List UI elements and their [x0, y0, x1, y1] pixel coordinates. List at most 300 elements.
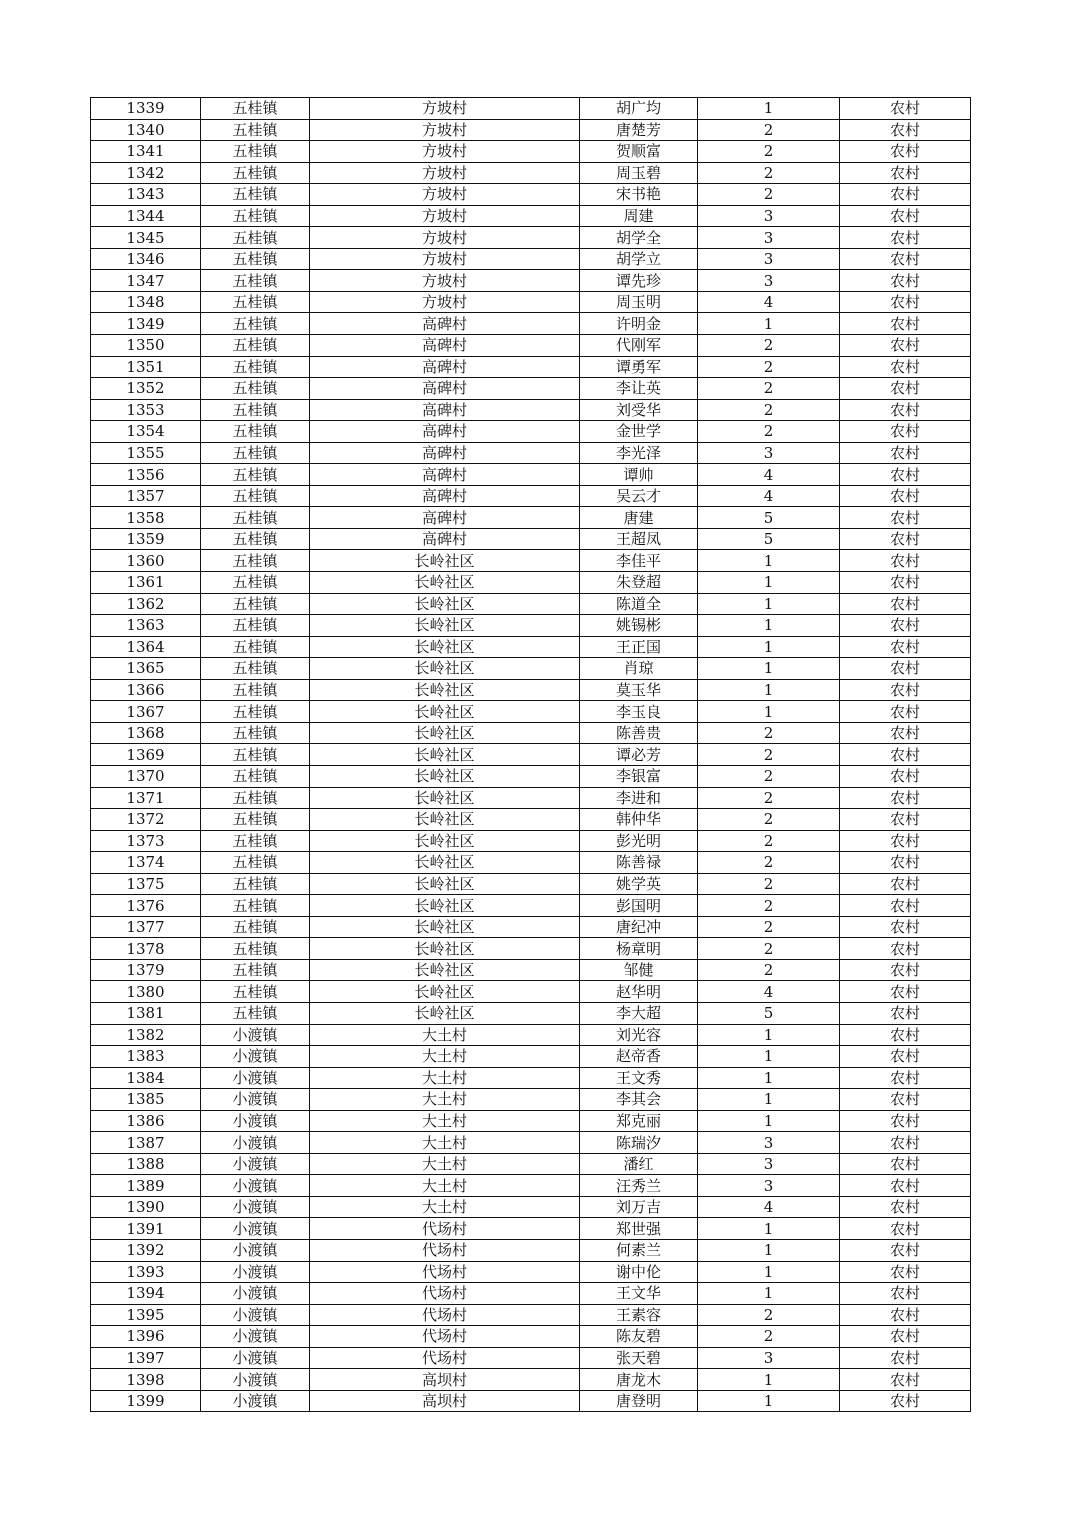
serial-number-cell: 1355 [91, 442, 201, 464]
village-cell: 大土村 [310, 1132, 580, 1154]
village-cell: 高碑村 [310, 442, 580, 464]
household-size-cell: 1 [698, 1218, 840, 1240]
table-row [91, 1347, 971, 1369]
serial-number-cell: 1394 [91, 1283, 201, 1305]
village-cell: 高碑村 [310, 485, 580, 507]
area-type-cell: 农村 [840, 658, 971, 680]
name-cell: 李其会 [580, 1089, 698, 1111]
household-size-cell: 1 [698, 98, 840, 120]
area-type-cell: 农村 [840, 528, 971, 550]
name-cell: 刘万吉 [580, 1196, 698, 1218]
village-cell: 长岭社区 [310, 787, 580, 809]
household-size-cell: 1 [698, 572, 840, 594]
area-type-cell: 农村 [840, 615, 971, 637]
village-cell: 大土村 [310, 1175, 580, 1197]
name-cell: 李大超 [580, 1002, 698, 1024]
area-type-cell: 农村 [840, 335, 971, 357]
household-size-cell: 1 [698, 1369, 840, 1391]
serial-number-cell: 1379 [91, 959, 201, 981]
village-cell: 代场村 [310, 1304, 580, 1326]
area-type-cell: 农村 [840, 291, 971, 313]
village-cell: 方坡村 [310, 205, 580, 227]
table-row [91, 787, 971, 809]
name-cell: 陈友碧 [580, 1326, 698, 1348]
serial-number-cell: 1345 [91, 227, 201, 249]
village-cell: 方坡村 [310, 98, 580, 120]
name-cell: 刘光容 [580, 1024, 698, 1046]
table-row [91, 636, 971, 658]
village-cell: 代场村 [310, 1283, 580, 1305]
serial-number-cell: 1344 [91, 205, 201, 227]
serial-number-cell: 1378 [91, 938, 201, 960]
table-row [91, 852, 971, 874]
serial-number-cell: 1359 [91, 528, 201, 550]
name-cell: 彭光明 [580, 830, 698, 852]
town-cell: 五桂镇 [201, 572, 310, 594]
household-size-cell: 2 [698, 356, 840, 378]
name-cell: 李银富 [580, 765, 698, 787]
area-type-cell: 农村 [840, 852, 971, 874]
town-cell: 五桂镇 [201, 442, 310, 464]
household-size-cell: 5 [698, 507, 840, 529]
town-cell: 五桂镇 [201, 528, 310, 550]
table-row [91, 378, 971, 400]
village-cell: 高碑村 [310, 399, 580, 421]
serial-number-cell: 1397 [91, 1347, 201, 1369]
town-cell: 五桂镇 [201, 679, 310, 701]
area-type-cell: 农村 [840, 1347, 971, 1369]
town-cell: 五桂镇 [201, 507, 310, 529]
serial-number-cell: 1348 [91, 291, 201, 313]
town-cell: 小渡镇 [201, 1024, 310, 1046]
name-cell: 谢中伦 [580, 1261, 698, 1283]
village-cell: 代场村 [310, 1239, 580, 1261]
area-type-cell: 农村 [840, 1046, 971, 1068]
name-cell: 刘受华 [580, 399, 698, 421]
area-type-cell: 农村 [840, 765, 971, 787]
table-row [91, 809, 971, 831]
village-cell: 高碑村 [310, 464, 580, 486]
household-size-cell: 2 [698, 787, 840, 809]
town-cell: 五桂镇 [201, 550, 310, 572]
town-cell: 五桂镇 [201, 98, 310, 120]
household-size-cell: 1 [698, 658, 840, 680]
village-cell: 大土村 [310, 1046, 580, 1068]
area-type-cell: 农村 [840, 119, 971, 141]
serial-number-cell: 1339 [91, 98, 201, 120]
name-cell: 周建 [580, 205, 698, 227]
village-cell: 长岭社区 [310, 615, 580, 637]
table-row [91, 1239, 971, 1261]
serial-number-cell: 1388 [91, 1153, 201, 1175]
name-cell: 谭先珍 [580, 270, 698, 292]
serial-number-cell: 1376 [91, 895, 201, 917]
table-row [91, 981, 971, 1003]
table-row [91, 1218, 971, 1240]
area-type-cell: 农村 [840, 485, 971, 507]
area-type-cell: 农村 [840, 550, 971, 572]
serial-number-cell: 1395 [91, 1304, 201, 1326]
village-cell: 高坝村 [310, 1369, 580, 1391]
serial-number-cell: 1385 [91, 1089, 201, 1111]
village-cell: 方坡村 [310, 291, 580, 313]
household-size-cell: 3 [698, 227, 840, 249]
household-size-cell: 2 [698, 765, 840, 787]
roster-table [90, 97, 971, 1412]
village-cell: 代场村 [310, 1261, 580, 1283]
serial-number-cell: 1390 [91, 1196, 201, 1218]
household-size-cell: 1 [698, 1390, 840, 1412]
name-cell: 李佳平 [580, 550, 698, 572]
town-cell: 五桂镇 [201, 916, 310, 938]
village-cell: 长岭社区 [310, 765, 580, 787]
household-size-cell: 2 [698, 938, 840, 960]
serial-number-cell: 1380 [91, 981, 201, 1003]
name-cell: 杨章明 [580, 938, 698, 960]
household-size-cell: 3 [698, 1132, 840, 1154]
household-size-cell: 3 [698, 270, 840, 292]
area-type-cell: 农村 [840, 248, 971, 270]
table-row [91, 658, 971, 680]
name-cell: 王超凤 [580, 528, 698, 550]
household-size-cell: 1 [698, 1067, 840, 1089]
town-cell: 小渡镇 [201, 1239, 310, 1261]
table-row [91, 1024, 971, 1046]
serial-number-cell: 1377 [91, 916, 201, 938]
name-cell: 陈瑞汐 [580, 1132, 698, 1154]
table-row [91, 550, 971, 572]
serial-number-cell: 1356 [91, 464, 201, 486]
area-type-cell: 农村 [840, 722, 971, 744]
area-type-cell: 农村 [840, 313, 971, 335]
town-cell: 五桂镇 [201, 615, 310, 637]
town-cell: 小渡镇 [201, 1390, 310, 1412]
table-row [91, 1196, 971, 1218]
town-cell: 五桂镇 [201, 981, 310, 1003]
town-cell: 小渡镇 [201, 1132, 310, 1154]
village-cell: 高碑村 [310, 421, 580, 443]
table-row [91, 119, 971, 141]
name-cell: 李让英 [580, 378, 698, 400]
household-size-cell: 2 [698, 873, 840, 895]
name-cell: 周玉明 [580, 291, 698, 313]
town-cell: 五桂镇 [201, 162, 310, 184]
table-row [91, 1110, 971, 1132]
town-cell: 五桂镇 [201, 873, 310, 895]
table-row [91, 830, 971, 852]
town-cell: 五桂镇 [201, 701, 310, 723]
area-type-cell: 农村 [840, 679, 971, 701]
roster-table-body [91, 98, 971, 1412]
name-cell: 胡学全 [580, 227, 698, 249]
town-cell: 五桂镇 [201, 809, 310, 831]
name-cell: 谭必芳 [580, 744, 698, 766]
table-row [91, 765, 971, 787]
village-cell: 长岭社区 [310, 636, 580, 658]
area-type-cell: 农村 [840, 895, 971, 917]
table-row [91, 98, 971, 120]
serial-number-cell: 1353 [91, 399, 201, 421]
serial-number-cell: 1391 [91, 1218, 201, 1240]
village-cell: 大土村 [310, 1024, 580, 1046]
table-row [91, 744, 971, 766]
table-row [91, 313, 971, 335]
household-size-cell: 1 [698, 679, 840, 701]
serial-number-cell: 1357 [91, 485, 201, 507]
name-cell: 王文秀 [580, 1067, 698, 1089]
table-row [91, 464, 971, 486]
village-cell: 高碑村 [310, 313, 580, 335]
town-cell: 五桂镇 [201, 895, 310, 917]
household-size-cell: 4 [698, 981, 840, 1003]
area-type-cell: 农村 [840, 744, 971, 766]
area-type-cell: 农村 [840, 1132, 971, 1154]
table-row [91, 1369, 971, 1391]
table-row [91, 442, 971, 464]
table-row [91, 205, 971, 227]
household-size-cell: 2 [698, 852, 840, 874]
table-row [91, 421, 971, 443]
area-type-cell: 农村 [840, 227, 971, 249]
area-type-cell: 农村 [840, 1067, 971, 1089]
household-size-cell: 1 [698, 1089, 840, 1111]
village-cell: 方坡村 [310, 141, 580, 163]
town-cell: 五桂镇 [201, 205, 310, 227]
town-cell: 五桂镇 [201, 485, 310, 507]
name-cell: 谭帅 [580, 464, 698, 486]
area-type-cell: 农村 [840, 1110, 971, 1132]
village-cell: 代场村 [310, 1218, 580, 1240]
household-size-cell: 2 [698, 895, 840, 917]
table-row [91, 679, 971, 701]
table-row [91, 1132, 971, 1154]
town-cell: 五桂镇 [201, 787, 310, 809]
town-cell: 五桂镇 [201, 184, 310, 206]
household-size-cell: 3 [698, 442, 840, 464]
area-type-cell: 农村 [840, 1390, 971, 1412]
table-row [91, 1390, 971, 1412]
name-cell: 赵华明 [580, 981, 698, 1003]
area-type-cell: 农村 [840, 1153, 971, 1175]
household-size-cell: 1 [698, 1046, 840, 1068]
village-cell: 代场村 [310, 1347, 580, 1369]
town-cell: 小渡镇 [201, 1067, 310, 1089]
area-type-cell: 农村 [840, 873, 971, 895]
household-size-cell: 1 [698, 1239, 840, 1261]
town-cell: 五桂镇 [201, 291, 310, 313]
table-row [91, 141, 971, 163]
village-cell: 长岭社区 [310, 572, 580, 594]
area-type-cell: 农村 [840, 162, 971, 184]
serial-number-cell: 1392 [91, 1239, 201, 1261]
name-cell: 代刚军 [580, 335, 698, 357]
town-cell: 五桂镇 [201, 658, 310, 680]
name-cell: 郑克丽 [580, 1110, 698, 1132]
town-cell: 五桂镇 [201, 593, 310, 615]
village-cell: 高碑村 [310, 335, 580, 357]
village-cell: 方坡村 [310, 227, 580, 249]
name-cell: 陈道全 [580, 593, 698, 615]
name-cell: 胡学立 [580, 248, 698, 270]
village-cell: 长岭社区 [310, 830, 580, 852]
household-size-cell: 1 [698, 701, 840, 723]
area-type-cell: 农村 [840, 701, 971, 723]
household-size-cell: 2 [698, 916, 840, 938]
town-cell: 五桂镇 [201, 270, 310, 292]
area-type-cell: 农村 [840, 464, 971, 486]
serial-number-cell: 1340 [91, 119, 201, 141]
name-cell: 何素兰 [580, 1239, 698, 1261]
town-cell: 五桂镇 [201, 378, 310, 400]
area-type-cell: 农村 [840, 98, 971, 120]
household-size-cell: 1 [698, 1024, 840, 1046]
town-cell: 五桂镇 [201, 938, 310, 960]
table-row [91, 335, 971, 357]
serial-number-cell: 1349 [91, 313, 201, 335]
household-size-cell: 1 [698, 1261, 840, 1283]
household-size-cell: 3 [698, 205, 840, 227]
village-cell: 方坡村 [310, 270, 580, 292]
area-type-cell: 农村 [840, 1002, 971, 1024]
table-row [91, 873, 971, 895]
serial-number-cell: 1383 [91, 1046, 201, 1068]
serial-number-cell: 1360 [91, 550, 201, 572]
household-size-cell: 2 [698, 184, 840, 206]
household-size-cell: 2 [698, 399, 840, 421]
serial-number-cell: 1375 [91, 873, 201, 895]
town-cell: 小渡镇 [201, 1326, 310, 1348]
town-cell: 五桂镇 [201, 356, 310, 378]
town-cell: 五桂镇 [201, 464, 310, 486]
village-cell: 长岭社区 [310, 550, 580, 572]
table-row [91, 1261, 971, 1283]
village-cell: 长岭社区 [310, 916, 580, 938]
name-cell: 王素容 [580, 1304, 698, 1326]
household-size-cell: 5 [698, 1002, 840, 1024]
table-row [91, 399, 971, 421]
village-cell: 长岭社区 [310, 1002, 580, 1024]
serial-number-cell: 1382 [91, 1024, 201, 1046]
household-size-cell: 4 [698, 1196, 840, 1218]
town-cell: 五桂镇 [201, 335, 310, 357]
serial-number-cell: 1347 [91, 270, 201, 292]
town-cell: 小渡镇 [201, 1175, 310, 1197]
village-cell: 长岭社区 [310, 873, 580, 895]
household-size-cell: 1 [698, 550, 840, 572]
household-size-cell: 2 [698, 141, 840, 163]
village-cell: 长岭社区 [310, 959, 580, 981]
village-cell: 长岭社区 [310, 679, 580, 701]
village-cell: 方坡村 [310, 119, 580, 141]
name-cell: 吴云才 [580, 485, 698, 507]
name-cell: 李进和 [580, 787, 698, 809]
name-cell: 莫玉华 [580, 679, 698, 701]
name-cell: 韩仲华 [580, 809, 698, 831]
table-row [91, 916, 971, 938]
table-row [91, 959, 971, 981]
table-row [91, 291, 971, 313]
name-cell: 赵帝香 [580, 1046, 698, 1068]
area-type-cell: 农村 [840, 1089, 971, 1111]
village-cell: 高碑村 [310, 356, 580, 378]
town-cell: 五桂镇 [201, 248, 310, 270]
area-type-cell: 农村 [840, 1369, 971, 1391]
area-type-cell: 农村 [840, 1261, 971, 1283]
household-size-cell: 2 [698, 378, 840, 400]
town-cell: 小渡镇 [201, 1110, 310, 1132]
household-size-cell: 2 [698, 421, 840, 443]
serial-number-cell: 1342 [91, 162, 201, 184]
serial-number-cell: 1343 [91, 184, 201, 206]
town-cell: 小渡镇 [201, 1369, 310, 1391]
town-cell: 五桂镇 [201, 959, 310, 981]
serial-number-cell: 1372 [91, 809, 201, 831]
serial-number-cell: 1370 [91, 765, 201, 787]
household-size-cell: 3 [698, 1347, 840, 1369]
household-size-cell: 2 [698, 162, 840, 184]
name-cell: 陈善贵 [580, 722, 698, 744]
town-cell: 小渡镇 [201, 1218, 310, 1240]
area-type-cell: 农村 [840, 787, 971, 809]
village-cell: 大土村 [310, 1067, 580, 1089]
name-cell: 肖琼 [580, 658, 698, 680]
household-size-cell: 2 [698, 335, 840, 357]
village-cell: 长岭社区 [310, 701, 580, 723]
serial-number-cell: 1374 [91, 852, 201, 874]
area-type-cell: 农村 [840, 1304, 971, 1326]
serial-number-cell: 1371 [91, 787, 201, 809]
household-size-cell: 2 [698, 119, 840, 141]
name-cell: 张天碧 [580, 1347, 698, 1369]
village-cell: 大土村 [310, 1153, 580, 1175]
name-cell: 唐楚芳 [580, 119, 698, 141]
village-cell: 长岭社区 [310, 658, 580, 680]
household-size-cell: 4 [698, 291, 840, 313]
household-size-cell: 2 [698, 722, 840, 744]
household-size-cell: 1 [698, 313, 840, 335]
serial-number-cell: 1363 [91, 615, 201, 637]
table-row [91, 162, 971, 184]
village-cell: 长岭社区 [310, 809, 580, 831]
village-cell: 高坝村 [310, 1390, 580, 1412]
serial-number-cell: 1368 [91, 722, 201, 744]
area-type-cell: 农村 [840, 205, 971, 227]
table-row [91, 895, 971, 917]
table-row [91, 615, 971, 637]
town-cell: 小渡镇 [201, 1261, 310, 1283]
household-size-cell: 3 [698, 248, 840, 270]
area-type-cell: 农村 [840, 1326, 971, 1348]
name-cell: 许明金 [580, 313, 698, 335]
serial-number-cell: 1351 [91, 356, 201, 378]
table-row [91, 722, 971, 744]
name-cell: 王文华 [580, 1283, 698, 1305]
town-cell: 小渡镇 [201, 1153, 310, 1175]
table-row [91, 528, 971, 550]
serial-number-cell: 1386 [91, 1110, 201, 1132]
serial-number-cell: 1354 [91, 421, 201, 443]
area-type-cell: 农村 [840, 507, 971, 529]
roster-sheet [90, 97, 970, 1412]
household-size-cell: 4 [698, 464, 840, 486]
name-cell: 潘红 [580, 1153, 698, 1175]
area-type-cell: 农村 [840, 1175, 971, 1197]
serial-number-cell: 1373 [91, 830, 201, 852]
town-cell: 五桂镇 [201, 1002, 310, 1024]
table-row [91, 1067, 971, 1089]
area-type-cell: 农村 [840, 1218, 971, 1240]
village-cell: 大土村 [310, 1196, 580, 1218]
